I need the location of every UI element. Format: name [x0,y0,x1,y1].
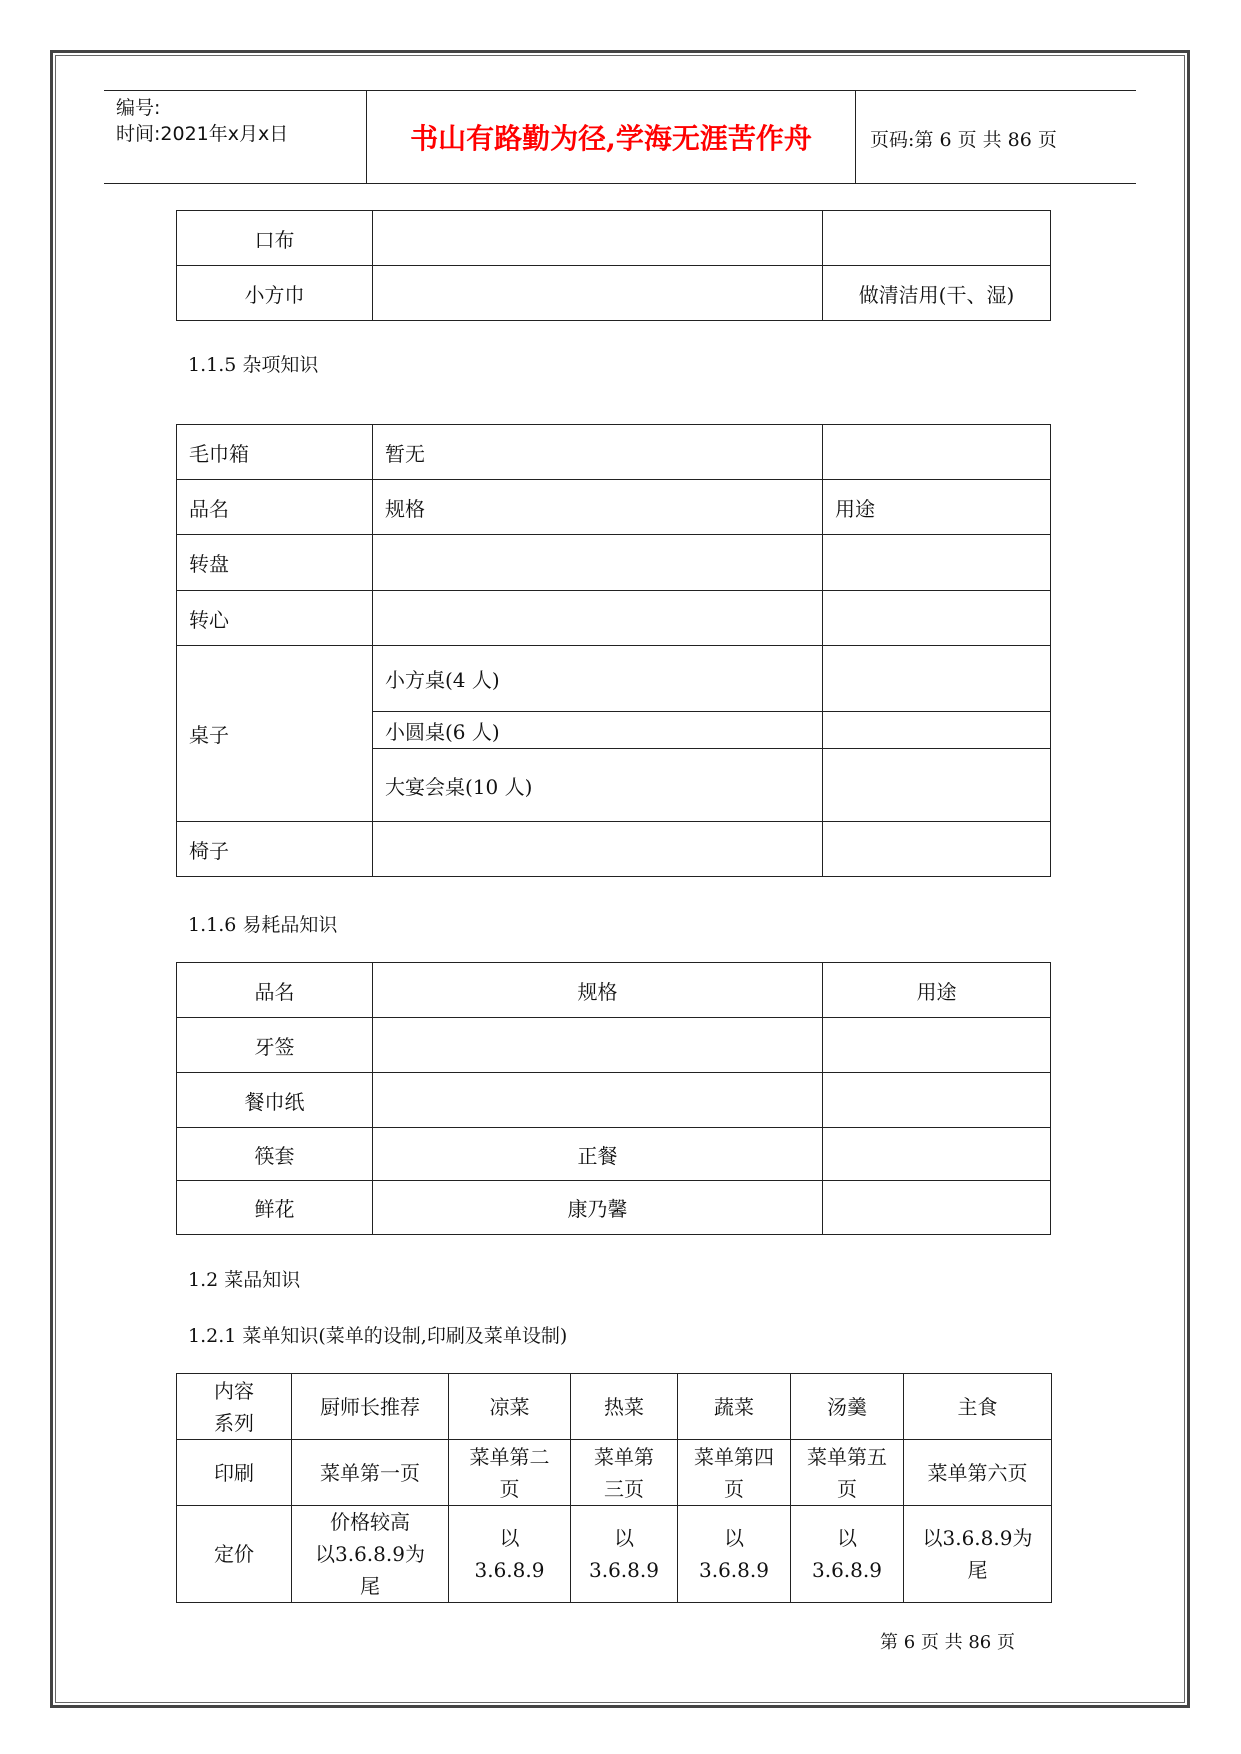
menu-cell: 菜单第一页 [292,1440,449,1506]
menu-cell: 蔬菜 [678,1374,791,1440]
table-cell [373,266,823,321]
page-code: 页码:第 6 页 共 86 页 [870,129,1057,151]
table-cell: 鲜花 [177,1181,373,1235]
table-row [177,1181,1051,1235]
table-cell [373,591,823,646]
table-cell: 牙签 [177,1018,373,1073]
table-cell [823,1128,1051,1181]
table-row [177,1506,1052,1603]
menu-cell: 热菜 [571,1374,678,1440]
table-cell [373,822,823,877]
section-heading: 1.1.6 易耗品知识 [188,914,338,936]
linen-table [176,210,1051,321]
menu-table [176,1373,1052,1603]
section-heading: 1.2 菜品知识 [188,1269,301,1291]
header-meta [104,91,366,183]
header-page-cell [856,91,1136,183]
table-cell: 规格 [373,480,823,535]
table-row [177,425,1051,480]
section-heading: 1.1.5 杂项知识 [188,354,319,376]
menu-cell: 菜单第四 页 [678,1440,791,1506]
menu-cell: 菜单第 三页 [571,1440,678,1506]
table-cell [823,712,1051,749]
table-cell [373,1018,823,1073]
table-row [177,1018,1051,1073]
table-cell [823,591,1051,646]
table-cell: 筷套 [177,1128,373,1181]
table-cell: 小圆桌(6 人) [373,712,823,749]
menu-cell: 印刷 [177,1440,292,1506]
menu-cell: 菜单第六页 [904,1440,1052,1506]
table-cell: 餐巾纸 [177,1073,373,1128]
menu-cell: 凉菜 [449,1374,571,1440]
consumables-table [176,962,1051,1235]
table-cell [823,1181,1051,1235]
table-row [177,646,1051,712]
section-heading: 1.2.1 菜单知识(菜单的设制,印刷及菜单设制) [188,1325,568,1347]
menu-cell: 菜单第二 页 [449,1440,571,1506]
table-cell: 大宴会桌(10 人) [373,749,823,822]
table-cell [373,535,823,591]
table-cell: 小方桌(4 人) [373,646,823,712]
table-cell: 品名 [177,480,373,535]
table-cell: 毛巾箱 [177,425,373,480]
table-cell [823,1018,1051,1073]
table-cell [373,211,823,266]
table-row [177,480,1051,535]
menu-cell: 定价 [177,1506,292,1603]
table-cell: 暂无 [373,425,823,480]
table-cell: 做清洁用(干、湿) [823,266,1051,321]
menu-cell: 价格较高 以3.6.8.9为 尾 [292,1506,449,1603]
page-header [104,90,1136,184]
table-cell: 转盘 [177,535,373,591]
table-cell [823,749,1051,822]
table-cell: 口布 [177,211,373,266]
table-cell [823,1073,1051,1128]
table-row [177,963,1051,1018]
time-label: 时间:2021年x月x日 [116,123,289,145]
menu-cell: 以 3.6.8.9 [791,1506,904,1603]
table-cell [373,1073,823,1128]
menu-cell: 内容 系列 [177,1374,292,1440]
table-cell [823,646,1051,712]
table-row [177,1128,1051,1181]
table-header-cell: 用途 [823,963,1051,1018]
table-cell: 正餐 [373,1128,823,1181]
table-cell: 桌子 [177,646,373,822]
motto: 书山有路勤为径,学海无涯苦作舟 [410,122,812,155]
menu-cell: 厨师长推荐 [292,1374,449,1440]
number-label: 编号: [116,97,161,119]
table-header-cell: 品名 [177,963,373,1018]
table-row [177,1374,1052,1440]
misc-table [176,424,1051,877]
table-row [177,535,1051,591]
menu-cell: 菜单第五 页 [791,1440,904,1506]
menu-cell: 以 3.6.8.9 [571,1506,678,1603]
table-cell [823,822,1051,877]
menu-cell: 以 3.6.8.9 [678,1506,791,1603]
table-cell [823,535,1051,591]
header-motto-cell [366,91,856,183]
table-cell: 椅子 [177,822,373,877]
menu-cell: 以 3.6.8.9 [449,1506,571,1603]
table-cell: 康乃馨 [373,1181,823,1235]
table-cell: 小方巾 [177,266,373,321]
table-row [177,822,1051,877]
table-cell: 用途 [823,480,1051,535]
menu-cell: 以3.6.8.9为 尾 [904,1506,1052,1603]
table-row [177,1440,1052,1506]
table-header-cell: 规格 [373,963,823,1018]
table-row [177,266,1051,321]
page-footer: 第 6 页 共 86 页 [880,1632,1015,1653]
table-row [177,1073,1051,1128]
table-row [177,591,1051,646]
table-cell [823,425,1051,480]
menu-cell: 主食 [904,1374,1052,1440]
table-cell [823,211,1051,266]
table-row [177,211,1051,266]
menu-cell: 汤羹 [791,1374,904,1440]
table-cell: 转心 [177,591,373,646]
